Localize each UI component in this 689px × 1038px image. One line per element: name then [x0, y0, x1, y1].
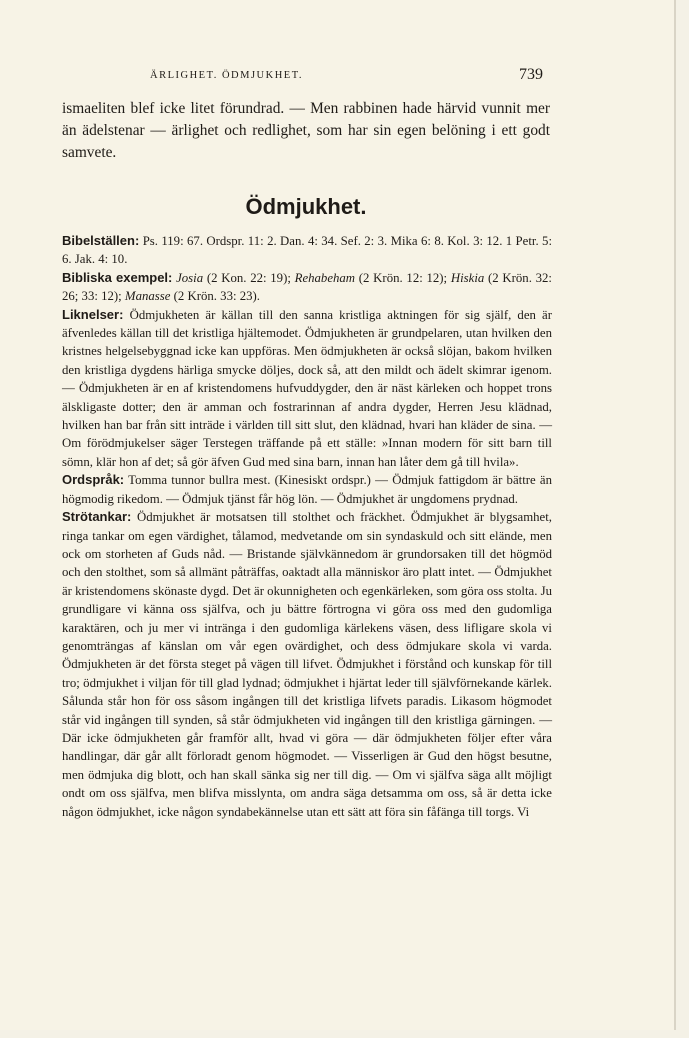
exempel-manasse: Manasse [124, 289, 171, 304]
body-text [62, 232, 552, 821]
section-title: Ödmjukhet. [245, 194, 367, 219]
exempel-hiskia-ref: (2 Krön. 32: 26; 33: 12); [62, 270, 552, 304]
running-head: ÄRLIGHET. ÖDMJUKHET. [150, 70, 303, 81]
bibelstallen-text: Ps. 119: 67. Ordspr. 11: 2. Dan. 4: 34. Sef. 2: 3. Mika 6: 8. Kol. 3: 12. 1 Petr. 5: 6. Jak. 4: 10. [62, 234, 552, 267]
liknelser-entry [62, 306, 552, 472]
bibelstallen-label: Bibelställen: [62, 233, 140, 248]
liknelser-text: Ödmjukheten är källan till den sanna kristliga aktningen för sig själf, den är äfvenledes källan till det kristliga hjältemodet. Ödmjukheten är grundpelaren, utan hvilken den kristnes helgelsebyggnad icke kan uppföras. Men ödmjukheten är också slöjan, bakom hvilken den kristliga dygdens härliga smycke döljes, dock så, att den mildt och ädelt skimrar igenom. — Ödmjukheten är en af kristendomens hufvuddygder, den är näst kärleken och hoppet trons älskligaste dotter; den är amman och fostrarinnan af andra dygder, Herren Jesu klädnad, hvilken han bar från sitt inträde i världen till sitt slut, den klädnad, hvari han kläder de sina. — Om förödmjukelser säger Terstegen träffande på ett ställe: »Innan modern för sitt barn till sömn, klär hon af det; så gör äfven Gud med sina barn, innan han låter dem gå till hvila». [62, 307, 553, 469]
strotankar-entry [62, 508, 552, 821]
strotankar-text: Ödmjukhet är motsatsen till stolthet och fräckhet. Ödmjukhet är blygsamhet, ringa tankar om egen värdighet, tålamod, medvetande om sin syndaskuld och sitt elände, men ock om storheten af Guds nåd. — Bristande självkännedom är grundorsaken till det högmöd och den stolthet, som så allmänt påträffas, oaktadt alla människor äro platt intet. — Ödmjukhet är kristendomens skönaste dygd. Det är okunnigheten och egenkärleken, som göra oss stolta. Ju grundligare vi känna oss själfva, och ju bättre förtrogna vi göra oss med den gudomliga karaktären, och ju mer vi intränga i den gudomliga kärlekens väsen, dess lifligare skola vi genomträngas af känslan om vår egen ovärdighet, och dess ödmjukare skola vi varda. Ödmjukheten är det första steget på vägen till lifvet. Ödmjukhet i förstånd och kunskap för till tro; ödmjukhet i viljan för till glad lydnad; ödmjukhet i hjärtat leder till självförnekande kärlek. Sålunda står hon för oss såsom ingången till det kristliga lifvets paradis. Likasom högmodet står vid ingången till synden, så står ödmjukheten vid ingången till den kristliga gärningen. — Där icke ödmjukheten går framför allt, hvad vi göra — där ödmjukheten följer efter våra handlingar, där går allt förloradt genom högmodet. — Visserligen är Gud den högst besutne, men ödmjuka dig blott, och han skall sänka sig ner till dig. — Om vi själfva säga allt möjligt ondt om oss själfva, men blifva misslynta, om andra säga detsamma om oss, så är detta icke någon ödmjukhet, icke någon syndabekännelse utan ett sätt att föra sin fåfänga till torgs. Vi [62, 510, 552, 819]
exempel-rehabeham: Rehabeham [294, 270, 356, 285]
exempel-hiskia: Hiskia [450, 270, 485, 285]
liknelser-label: Liknelser: [62, 306, 124, 322]
exempel-josia: Josia [176, 270, 204, 285]
ordsprak-text: Tomma tunnor bullra mest. (Kinesiskt ordspr.) — Ödmjuk fattigdom är bättre än högmodig rikedom. — Ödmjuk tjänst får hög lön. — Ödmjukhet är ungdomens prydnad. [62, 473, 553, 506]
bibelstallen-entry [62, 232, 552, 269]
exempel-josia-ref: (2 Kon. 22: 19); [206, 270, 291, 285]
page-number: 739 [519, 66, 543, 83]
strotankar-label: Strötankar: [62, 509, 132, 525]
exempel-manasse-ref: (2 Krön. 33: 23). [173, 289, 260, 304]
ordsprak-entry [62, 471, 552, 508]
intro-paragraph: ismaeliten blef icke litet förundrad. — Men rabbinen hade härvid vunnit mer än ädelstenar — ärlighet och redlighet, som har sin egen belöning i ett godt samvete. [62, 100, 550, 161]
exempel-rehabeham-ref: (2 Krön. 12: 12); [358, 270, 448, 285]
exempel-entry [62, 269, 552, 306]
ordsprak-label: Ordspråk: [62, 472, 125, 488]
exempel-label: Bibliska exempel: [62, 269, 173, 285]
